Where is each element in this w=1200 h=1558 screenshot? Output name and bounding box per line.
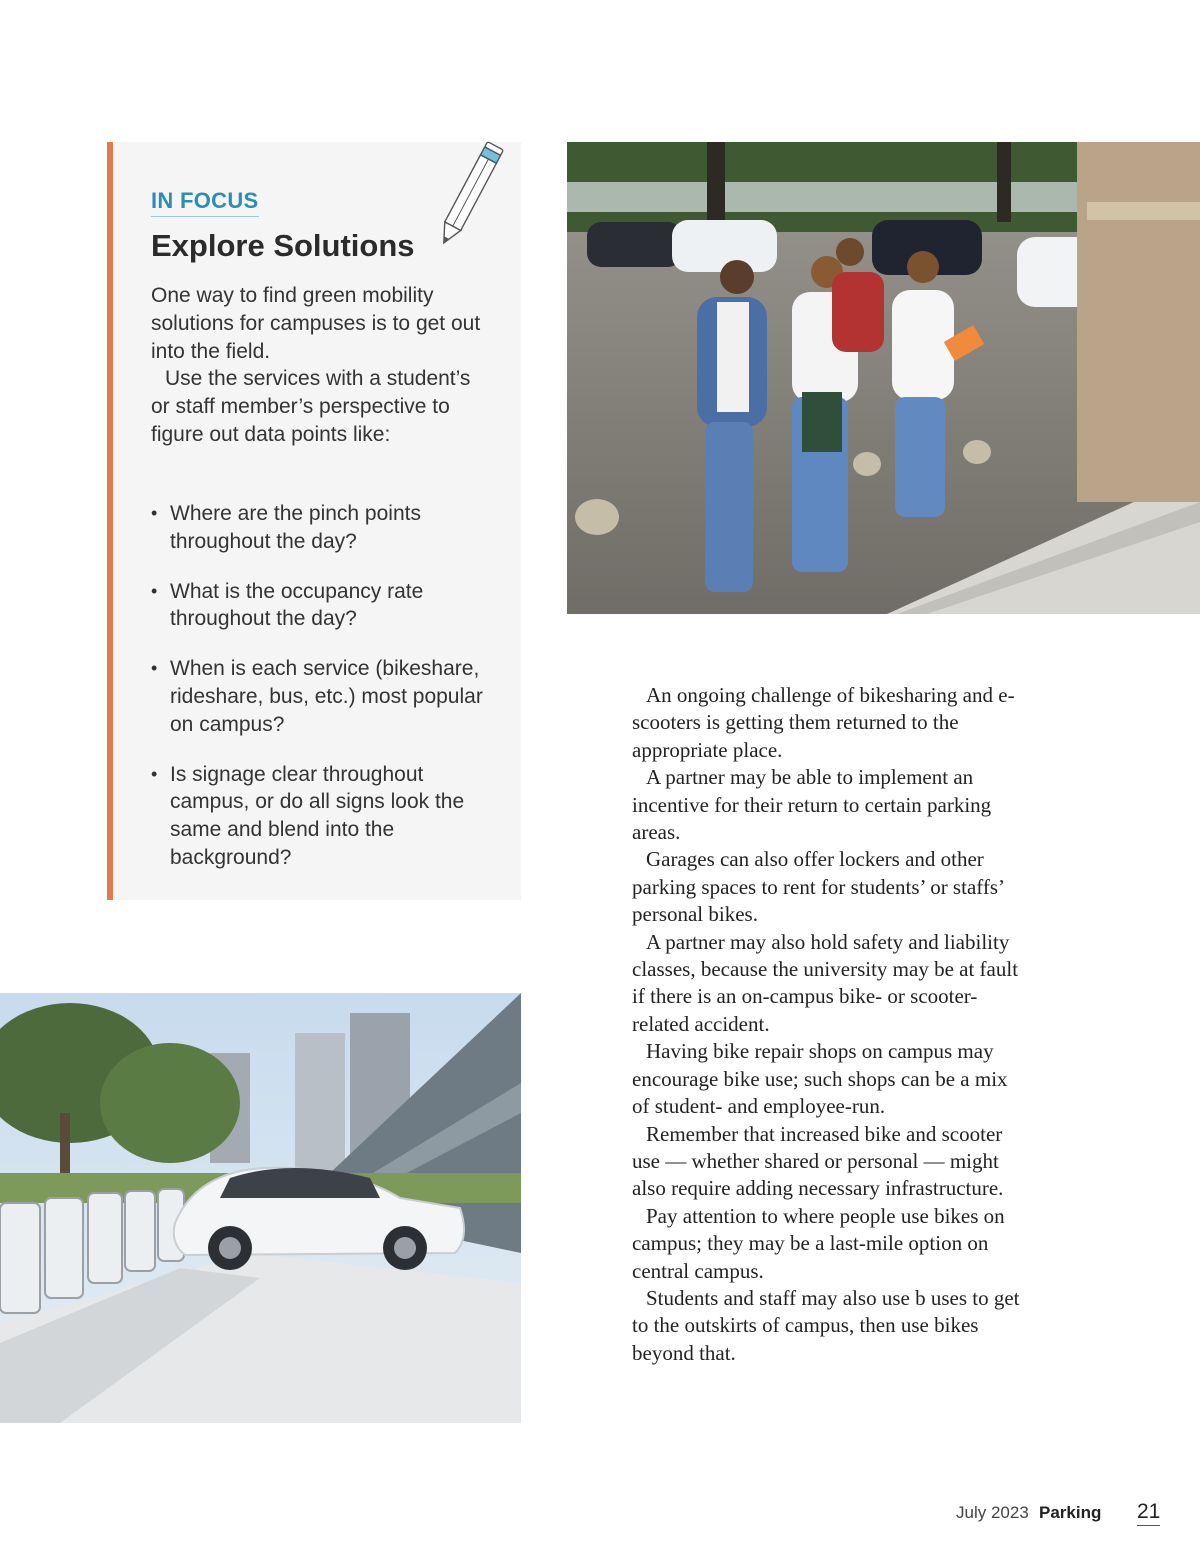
- footer-date: July 2023: [956, 1503, 1029, 1522]
- bullet-item: • When is each service (bikeshare, rideshare, bus, etc.) most popular on campus?: [151, 655, 496, 738]
- footer-publication: Parking: [1039, 1503, 1102, 1522]
- in-focus-sidebar: [107, 142, 521, 900]
- body-paragraph: Garages can also offer lockers and other parking spaces to rent for students’ or staffs’ personal bikes.: [632, 847, 1004, 927]
- page-number: 21: [1137, 1500, 1160, 1526]
- body-paragraph: An ongoing challenge of bikesharing and e-scooters is getting them returned to the appropriate place.: [632, 683, 1015, 762]
- body-paragraph: A partner may also hold safety and liability classes, because the university may be at fault if there is an on-campus bike- or scooter-related accident.: [632, 929, 1019, 1036]
- intro-paragraph: Use the services with a student’s or staff member’s perspective to figure out data points like:: [151, 367, 471, 446]
- intro-paragraph: One way to find green mobility solutions for campuses is to get out into the field.: [151, 284, 481, 363]
- sidebar-bullet-list: [151, 500, 496, 894]
- bullet-item: • Is signage clear throughout campus, or do all signs look the same and blend into the background?: [151, 761, 496, 872]
- body-paragraph: Remember that increased bike and scooter use — whether shared or personal — might also require adding necessary infrastructure.: [632, 1121, 1004, 1201]
- body-paragraph: A partner may be able to implement an incentive for their return to certain parking areas.: [632, 765, 992, 845]
- body-paragraph: Having bike repair shops on campus may encourage bike use; such shops can be a mix of student- and employee-run.: [632, 1039, 1008, 1119]
- body-paragraph: Students and staff may also use b uses to get to the outskirts of campus, then use bikes beyond that.: [632, 1285, 1020, 1365]
- article-body: [632, 682, 1022, 1367]
- sidebar-kicker: IN FOCUS: [151, 188, 259, 217]
- bullet-item: • Where are the pinch points throughout the day?: [151, 500, 496, 556]
- ev-charging-photo: [0, 993, 521, 1423]
- body-paragraph: Pay attention to where people use bikes on campus; they may be a last-mile option on central campus.: [632, 1203, 1005, 1283]
- students-walking-photo: [567, 142, 1200, 614]
- bullet-item: • What is the occupancy rate throughout the day?: [151, 578, 496, 634]
- sidebar-intro: [151, 282, 491, 449]
- pencil-icon: [431, 134, 511, 254]
- sidebar-title: Explore Solutions: [151, 228, 415, 263]
